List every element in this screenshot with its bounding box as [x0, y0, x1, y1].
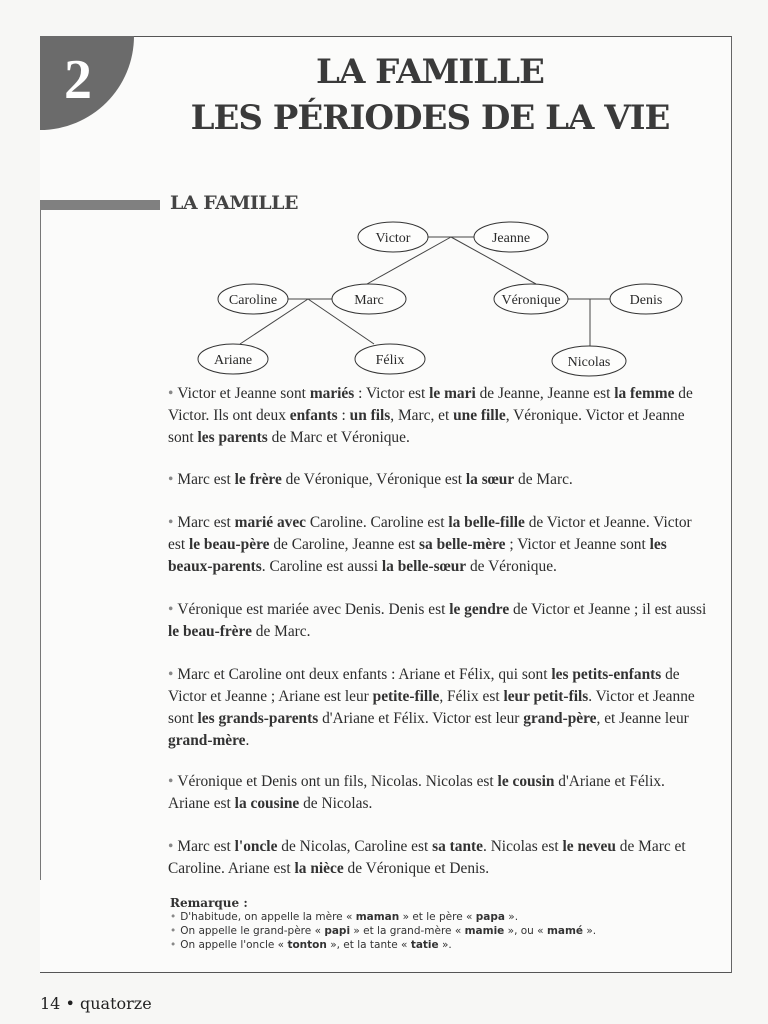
- text-run: de Véronique.: [466, 558, 557, 575]
- text-run: de Marc.: [251, 623, 311, 640]
- text-run: de Nicolas, Caroline est: [277, 838, 433, 855]
- text-run: Marc est: [177, 838, 235, 855]
- page-title-line-2: LES PÉRIODES DE LA VIE: [190, 98, 670, 138]
- paragraph: [168, 383, 708, 449]
- vocab-term: enfants: [289, 407, 338, 424]
- section-heading: LA FAMILLE: [170, 192, 298, 214]
- vocab-term: papa: [475, 911, 505, 923]
- remark-line: [170, 938, 690, 952]
- paragraph: [168, 771, 708, 815]
- text-run: d'Ariane et Félix. Victor est leur: [318, 710, 524, 727]
- vocab-term: l'oncle: [234, 838, 278, 855]
- text-run: de Marc.: [514, 471, 573, 488]
- text-run: » et la grand-mère «: [350, 925, 465, 937]
- vocab-term: les beaux-parents: [168, 536, 667, 575]
- vocab-term: mamé: [546, 925, 584, 937]
- page-number-word: quatorze: [79, 994, 152, 1013]
- person-label-jeanne: Jeanne: [491, 231, 531, 246]
- text-run: de Marc et Caroline. Ariane est: [168, 838, 686, 877]
- vocab-term: grand-père: [523, 710, 597, 727]
- footer-bullet: •: [65, 994, 75, 1013]
- text-run: de Victor. Ils ont deux: [168, 385, 693, 424]
- person-label-veronique: Véronique: [501, 293, 561, 308]
- bullet-dot: •: [168, 385, 174, 402]
- text-run: Marc est: [177, 514, 235, 531]
- text-run: . Victor et Jeanne sont: [168, 688, 695, 727]
- text-run: de Nicolas.: [299, 795, 373, 812]
- person-label-marc: Marc: [354, 293, 384, 308]
- vocab-term: la cousine: [234, 795, 300, 812]
- page-title-line-1: LA FAMILLE: [316, 52, 544, 92]
- text-run: de Véronique et Denis.: [343, 860, 490, 877]
- bottom-rule: [40, 972, 731, 973]
- vocab-term: le beau-père: [188, 536, 270, 553]
- vocab-term: leur petit-fils: [503, 688, 589, 705]
- bullet-dot: •: [168, 773, 174, 790]
- remark-box: [170, 896, 690, 952]
- page-number: 14: [40, 994, 61, 1013]
- person-label-nicolas: Nicolas: [567, 355, 611, 370]
- vocab-term: sa belle-mère: [419, 536, 506, 553]
- vocab-term: marié avec: [234, 514, 307, 531]
- vocab-term: les parents: [197, 429, 268, 446]
- family-tree-diagram: [0, 0, 768, 390]
- text-run: ».: [583, 925, 597, 937]
- vocab-term: mamie: [464, 925, 505, 937]
- text-run: de Victor et Jeanne. Victor est: [168, 514, 692, 553]
- text-run: Véronique est mariée avec Denis. Denis est: [177, 601, 450, 618]
- vocab-term: maman: [355, 911, 400, 923]
- bullet-dot: •: [168, 514, 174, 531]
- vocab-term: le neveu: [562, 838, 616, 855]
- vocab-term: la belle-fille: [448, 514, 525, 531]
- text-run: D'habitude, on appelle la mère «: [180, 911, 356, 923]
- vocab-term: sa tante: [432, 838, 483, 855]
- vocab-term: les petits-enfants: [551, 666, 662, 683]
- vocab-term: tonton: [287, 939, 327, 951]
- vocab-term: le cousin: [497, 773, 555, 790]
- text-run: , Véronique. Victor et Jeanne sont: [168, 407, 685, 446]
- vocab-term: le beau-frère: [168, 623, 252, 640]
- vocab-term: papi: [324, 925, 351, 937]
- person-label-ariane: Ariane: [213, 353, 253, 368]
- person-label-denis: Denis: [629, 293, 663, 308]
- text-run: .: [245, 732, 250, 749]
- vocab-term: une fille: [453, 407, 506, 424]
- paragraph: [168, 664, 708, 752]
- vocab-term: le mari: [429, 385, 476, 402]
- paragraph: [168, 469, 708, 491]
- text-run: ; Victor et Jeanne sont: [505, 536, 650, 553]
- bullet-dot: •: [170, 911, 177, 923]
- remark-line: [170, 924, 690, 938]
- text-run: Marc et Caroline ont deux enfants : Ariane et Félix, qui sont: [177, 666, 552, 683]
- chapter-number: 2: [64, 49, 92, 111]
- text-run: Caroline. Caroline est: [306, 514, 449, 531]
- text-run: de Véronique, Véronique est: [281, 471, 466, 488]
- vocab-term: la sœur: [465, 471, 515, 488]
- text-run: Véronique et Denis ont un fils, Nicolas. Nicolas est: [177, 773, 498, 790]
- person-label-felix: Félix: [375, 353, 405, 368]
- vocab-term: grand-mère: [168, 732, 246, 749]
- text-run: , Félix est: [439, 688, 504, 705]
- vocab-term: les grands-parents: [197, 710, 319, 727]
- text-run: , et Jeanne leur: [596, 710, 689, 727]
- remark-line: [170, 910, 690, 924]
- text-run: de Victor et Jeanne ; Ariane est leur: [168, 666, 680, 705]
- text-run: On appelle le grand-père «: [180, 925, 325, 937]
- vocab-term: le frère: [234, 471, 282, 488]
- text-run: . Caroline est aussi: [261, 558, 382, 575]
- vocab-term: la nièce: [294, 860, 344, 877]
- vocab-term: un fils: [349, 407, 391, 424]
- vocab-term: la femme: [614, 385, 675, 402]
- bullet-dot: •: [168, 838, 174, 855]
- vocab-term: le gendre: [449, 601, 510, 618]
- text-run: Marc est: [177, 471, 235, 488]
- text-run: de Victor et Jeanne ; il est aussi: [509, 601, 707, 618]
- text-run: » et le père «: [399, 911, 476, 923]
- text-run: d'Ariane et Félix. Ariane est: [168, 773, 665, 812]
- text-run: de Marc et Véronique.: [267, 429, 410, 446]
- vocab-term: la belle-sœur: [381, 558, 467, 575]
- text-run: On appelle l'oncle «: [180, 939, 288, 951]
- text-run: : Victor est: [354, 385, 430, 402]
- bullet-dot: •: [170, 939, 177, 951]
- text-run: ».: [504, 911, 519, 923]
- text-run: :: [337, 407, 350, 424]
- text-run: . Nicolas est: [483, 838, 563, 855]
- remark-title: Remarque :: [170, 896, 248, 910]
- vocab-term: mariés: [309, 385, 355, 402]
- bullet-dot: •: [168, 666, 174, 683]
- page-footer: [40, 994, 152, 1013]
- bullet-dot: •: [170, 925, 177, 937]
- text-run: », et la tante «: [326, 939, 411, 951]
- text-run: de Jeanne, Jeanne est: [475, 385, 615, 402]
- person-label-victor: Victor: [375, 231, 411, 246]
- paragraph: [168, 836, 708, 880]
- text-run: ».: [438, 939, 452, 951]
- vocab-term: tatie: [410, 939, 439, 951]
- bullet-dot: •: [168, 471, 174, 488]
- paragraph: [168, 599, 708, 643]
- paragraph: [168, 512, 708, 578]
- text-run: », ou «: [504, 925, 547, 937]
- text-run: de Caroline, Jeanne est: [269, 536, 420, 553]
- text-run: Victor et Jeanne sont: [177, 385, 310, 402]
- person-label-caroline: Caroline: [228, 293, 278, 308]
- bullet-dot: •: [168, 601, 174, 618]
- vocab-term: petite-fille: [372, 688, 440, 705]
- text-run: , Marc, et: [390, 407, 454, 424]
